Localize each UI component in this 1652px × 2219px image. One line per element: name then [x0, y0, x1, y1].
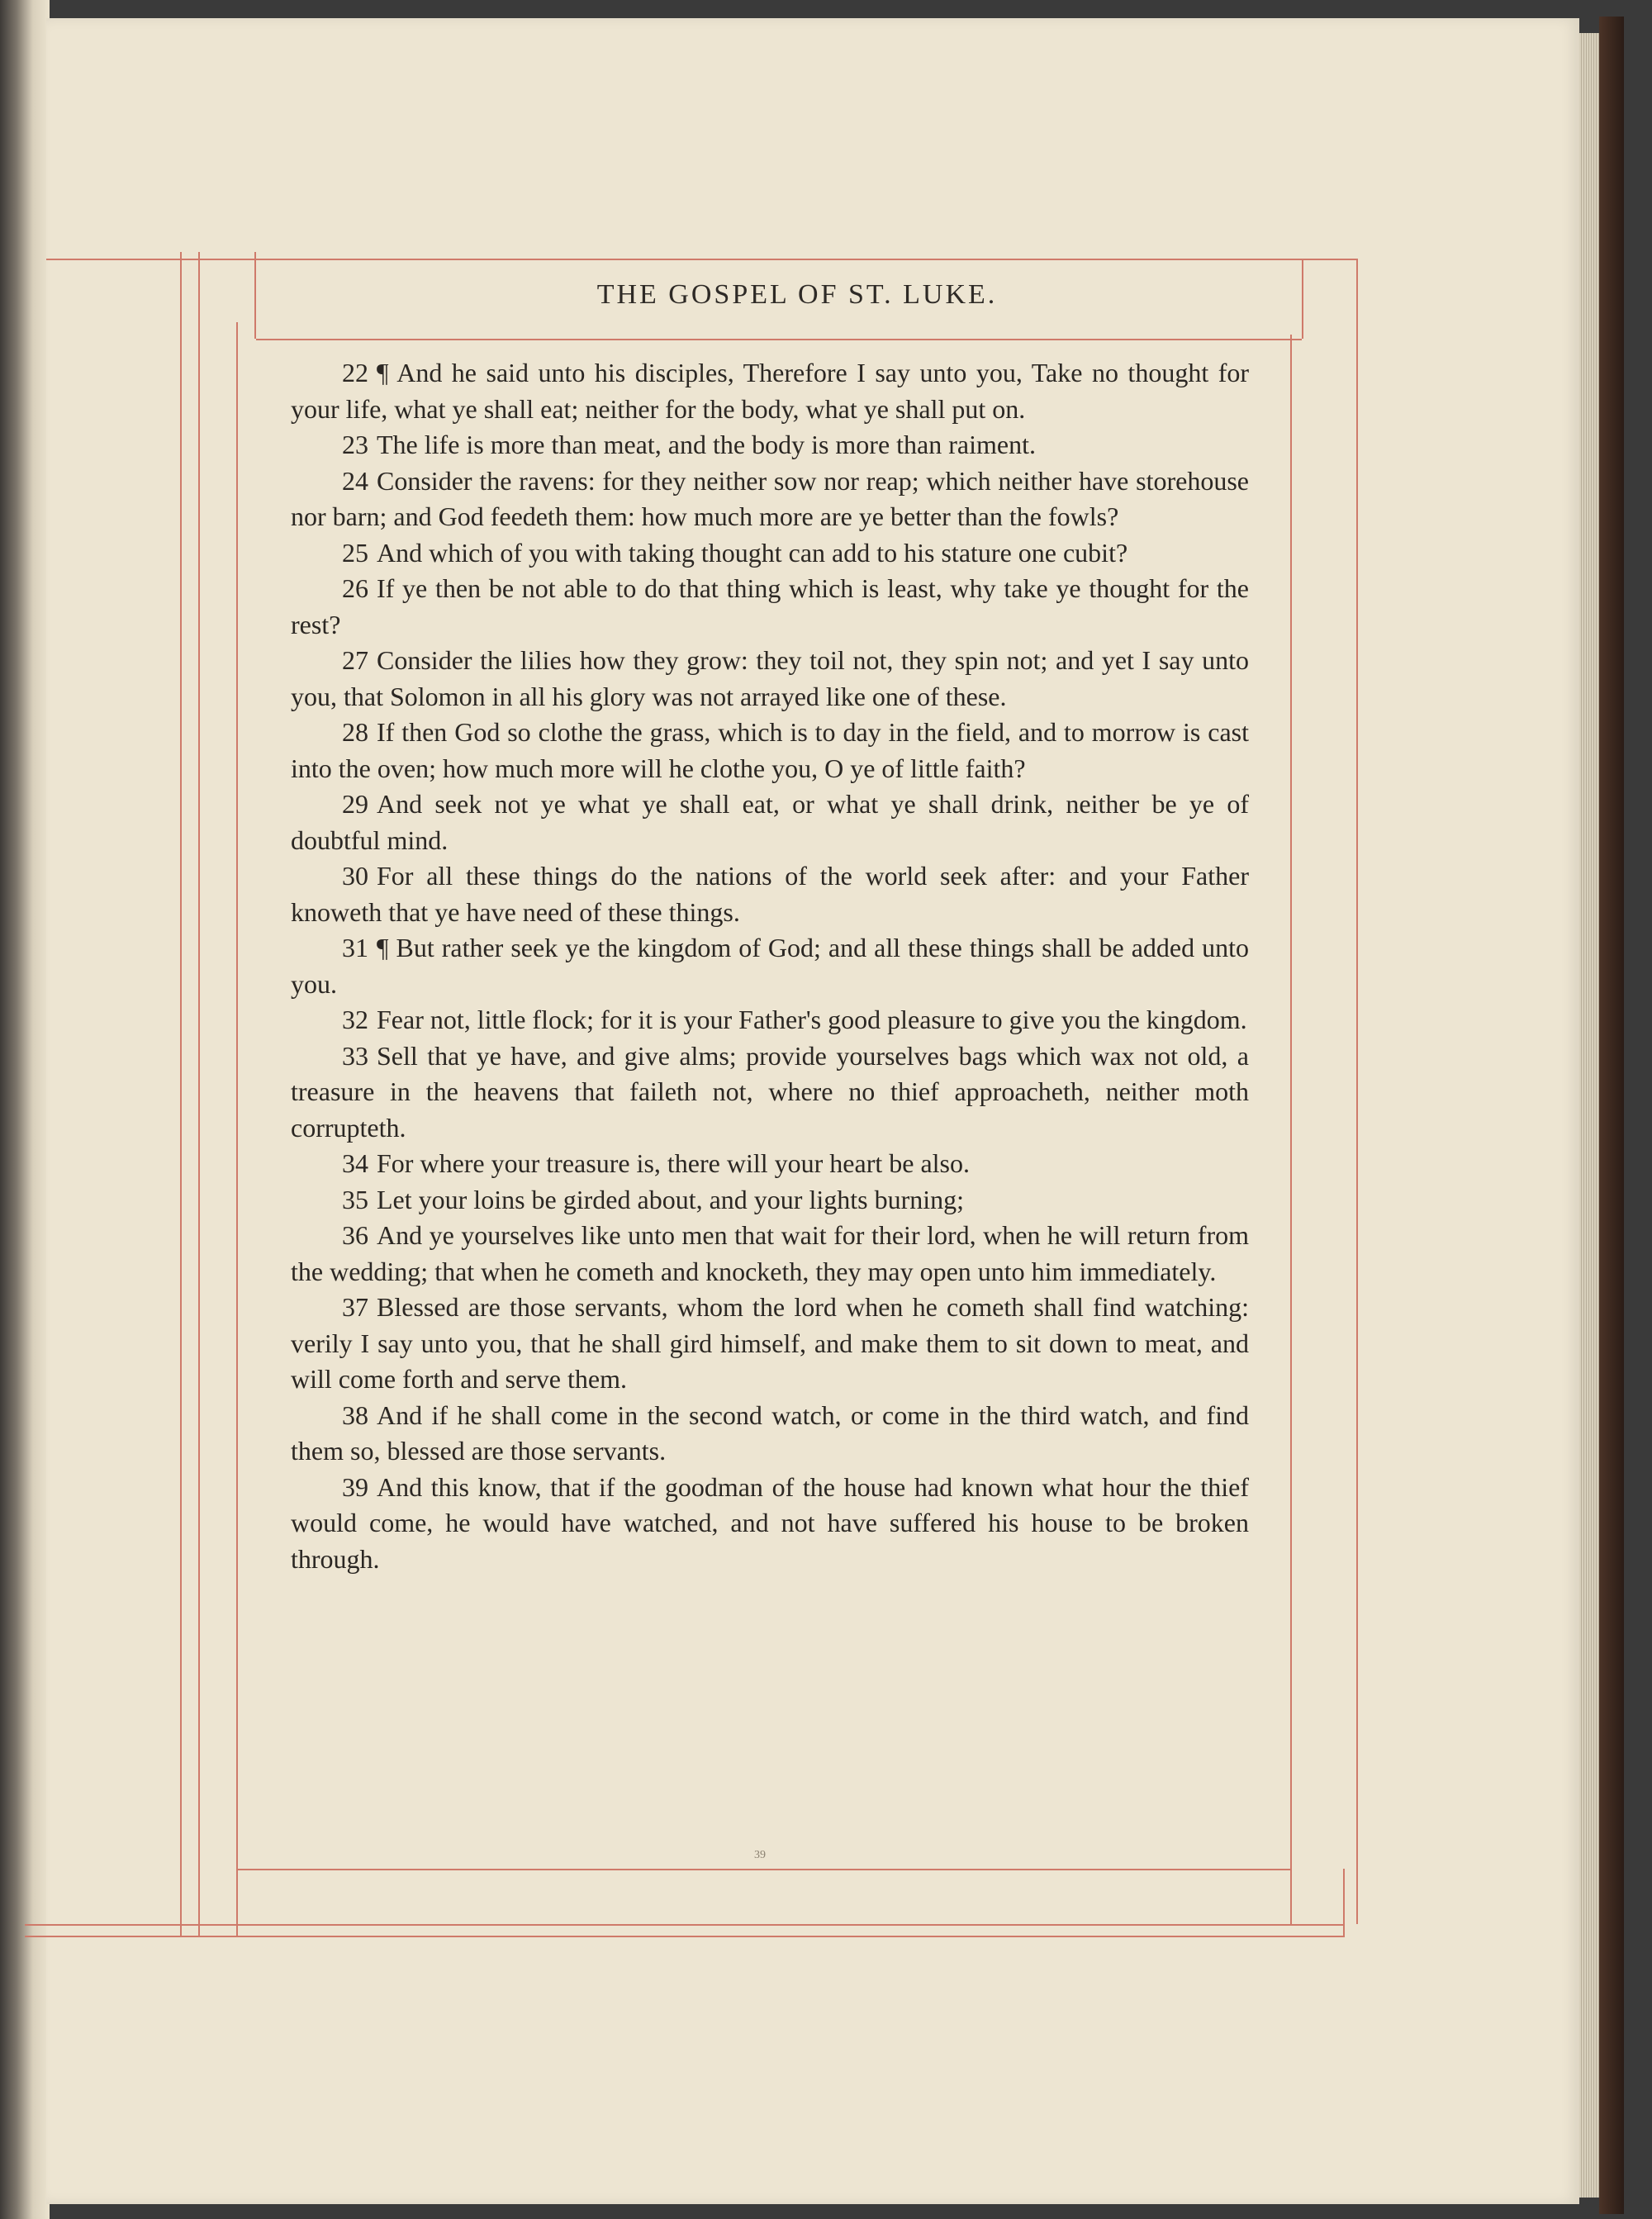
verse-23 — [291, 427, 1249, 463]
left-page-edge — [0, 0, 50, 2219]
verse-number: 27 — [342, 645, 368, 675]
verse-28 — [291, 715, 1249, 786]
verse-29 — [291, 786, 1249, 858]
verse-number: 23 — [342, 430, 368, 459]
verse-24 — [291, 463, 1249, 535]
verse-text: For where your treasure is, there will your heart be also. — [377, 1148, 970, 1178]
book-cover — [1599, 17, 1624, 2214]
verse-text: And which of you with taking thought can add to his stature one cubit? — [377, 537, 1128, 568]
page-number: 39 — [754, 1849, 766, 1861]
verse-text: If ye then be not able to do that thing which is least, why take ye thought for the rest? — [291, 573, 1249, 639]
verse-33 — [291, 1038, 1249, 1147]
verse-text: The life is more than meat, and the body is more than raiment. — [377, 430, 1036, 459]
verse-text: And seek not ye what ye shall eat, or what ye shall drink, neither be ye of doubtful mind. — [291, 789, 1249, 855]
verse-number: 24 — [342, 465, 368, 496]
verse-text: Sell that ye have, and give alms; provide yourselves bags which wax not old, a treasure in the heavens that faileth not, where no thief approacheth, neither moth corrupteth. — [291, 1040, 1249, 1143]
verse-number: 22 — [342, 358, 368, 387]
verse-text: If then God so clothe the grass, which is to day in the field, and to morrow is cast into the oven; how much more will he clothe you, O ye of little faith? — [291, 717, 1249, 783]
verse-text: Let your loins be girded about, and your lights burning; — [377, 1184, 964, 1214]
verse-text: And ye yourselves like unto men that wait for their lord, when he will return from the wedding; that when he cometh and knocketh, they may open unto him immediately. — [291, 1220, 1249, 1286]
verse-text: And this know, that if the goodman of the house had known what hour the thief would come, he would have watched, and not have suffered his house to be broken through. — [291, 1471, 1249, 1574]
verse-37 — [291, 1290, 1249, 1398]
verse-text: And if he shall come in the second watch, or come in the third watch, and find them so, blessed are those servants. — [291, 1399, 1249, 1466]
verse-number: 25 — [342, 537, 368, 568]
verse-text: ¶ And he said unto his disciples, Therefore I say unto you, Take no thought for your life, what ye shall eat; neither for the body, what ye shall put on. — [291, 358, 1249, 424]
verse-39 — [291, 1470, 1249, 1578]
verse-number: 31 — [342, 933, 368, 962]
verse-number: 35 — [342, 1184, 368, 1214]
verse-35 — [291, 1182, 1249, 1219]
verse-22 — [291, 355, 1249, 427]
verse-27 — [291, 643, 1249, 715]
verse-25 — [291, 535, 1249, 572]
verse-34 — [291, 1146, 1249, 1182]
verse-number: 30 — [342, 861, 368, 891]
verse-number: 39 — [342, 1471, 368, 1502]
verse-36 — [291, 1218, 1249, 1290]
verse-26 — [291, 571, 1249, 643]
verse-text: Fear not, little flock; for it is your Father's good pleasure to give you the kingdom. — [377, 1005, 1247, 1034]
verse-number: 29 — [342, 789, 368, 819]
verse-number: 34 — [342, 1148, 368, 1178]
scripture-text — [291, 355, 1249, 1577]
verse-text: Consider the lilies how they grow: they toil not, they spin not; and yet I say unto you, that Solomon in all his glory was not arrayed like one of these. — [291, 645, 1249, 711]
verse-31 — [291, 930, 1249, 1002]
verse-text: For all these things do the nations of the world seek after: and your Father knoweth that ye have need of these things. — [291, 861, 1249, 927]
verse-number: 32 — [342, 1005, 368, 1034]
verse-number: 33 — [342, 1040, 368, 1071]
verse-38 — [291, 1398, 1249, 1470]
verse-number: 38 — [342, 1399, 368, 1430]
verse-text: Blessed are those servants, whom the lord when he cometh shall find watching: verily I say unto you, that he shall gird himself, and make them to sit down to meat, and will come forth and serve them. — [291, 1292, 1249, 1394]
verse-number: 37 — [342, 1292, 368, 1322]
verse-number: 36 — [342, 1220, 368, 1250]
verse-text: Consider the ravens: for they neither sow nor reap; which neither have storehouse nor barn; and God feedeth them: how much more are ye better than the fowls? — [291, 465, 1249, 531]
verse-text: ¶ But rather seek ye the kingdom of God; and all these things shall be added unto you. — [291, 933, 1249, 999]
verse-number: 26 — [342, 573, 368, 603]
verse-30 — [291, 858, 1249, 930]
running-head: THE GOSPEL OF ST. LUKE. — [596, 279, 998, 310]
verse-32 — [291, 1002, 1249, 1038]
verse-number: 28 — [342, 717, 368, 747]
